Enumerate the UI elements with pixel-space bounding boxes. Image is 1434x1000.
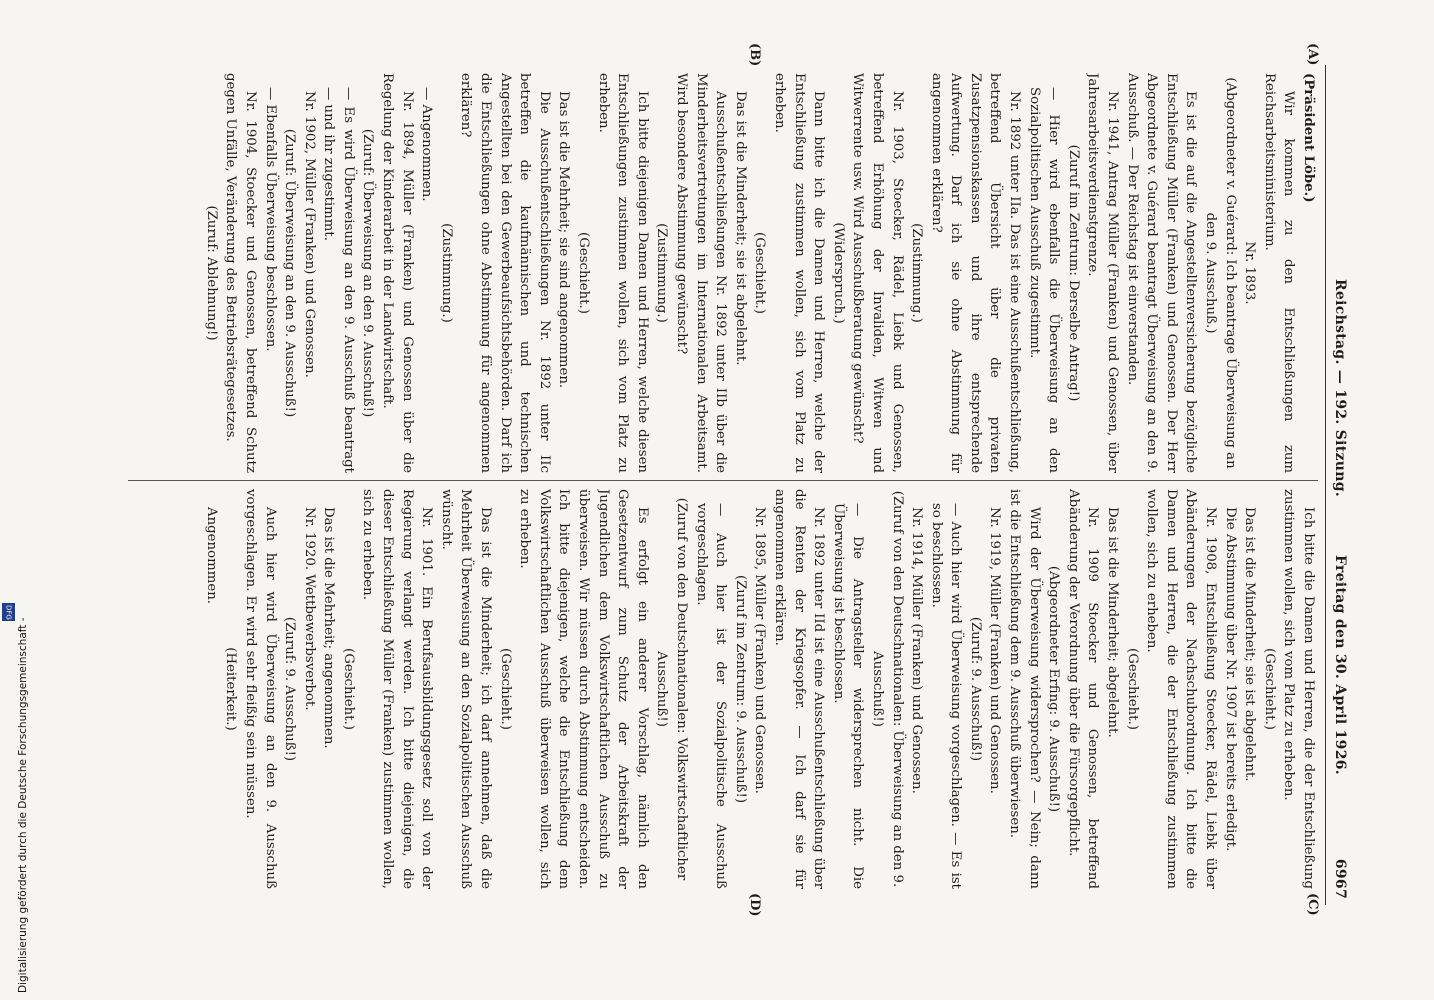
left-column-paragraph: — Es wird Überweisung an den 9. Ausschuß beantragt — und ihr zugestimmt. <box>321 87 356 473</box>
left-column-paragraph: — Angenommen. <box>419 87 435 202</box>
right-column-paragraph: Nr. 1895, Müller (Franken) und Genossen. <box>752 507 768 794</box>
left-column-paragraph: (Zuruf: Überweisung an den 9. Ausschuß!) <box>360 128 376 418</box>
right-column-paragraph: Nr. 1892 unter IId ist eine Ausschußentschließung über die Renten der Kriegsopfer. — Ich darf sie für angenommen erklären. <box>771 489 827 889</box>
digitization-footer <box>0 604 29 995</box>
left-column-paragraph: Dann bitte ich die Damen und Herren, welche der Entschließung zustimmen wollen, sich vom Platz zu erheben. <box>771 73 827 473</box>
column-divider <box>128 480 1318 481</box>
left-column-paragraph: (Zustimmung.) <box>654 223 670 323</box>
left-column-paragraph: (Widerspruch.) <box>830 222 846 324</box>
right-column-paragraph: Wird der Überweisung widersprochen? — Nein; dann ist die Entschließung dem 9. Ausschuß überwiesen. <box>1007 489 1042 889</box>
left-column-paragraph: Ausschußentschließungen Nr. 1892 unter IIb über die Minderheitsvertretungen im Internationalen Arbeitsamt. Wird besondere Abstimmung gewünscht? <box>674 73 729 473</box>
right-column-paragraph: (Zuruf von den Deutschnationalen: Überweisung an den 9. Ausschuß!) <box>869 490 905 888</box>
right-column-paragraph: (Abgeordneter Erfing: 9. Ausschuß!) <box>1046 565 1062 813</box>
page-number: 6967 <box>1332 858 1348 899</box>
left-column-paragraph: (Abgeordneter v. Guérard: Ich beantrage Überweisung an den 9. Ausschuß.) <box>1203 77 1238 469</box>
right-column-paragraph: (Geschieht.) <box>340 648 356 730</box>
right-column-paragraph: Nr. 1920. Wettbewerbsverbot. <box>301 507 317 711</box>
left-column-paragraph: Nr. 1904, Stoecker und Genossen, betreffend Schutz gegen Unfälle, Veränderung des Betriebsrätegesetzes. <box>223 73 258 473</box>
right-column-paragraph: Nr. 1908, Entschließung Stoecker, Rädel, Liebk über Abänderungen der Nachschubordnung. Ich bitte die Damen und Herren, die der Entschließung zustimmen wollen, sich zu erheben. <box>1144 489 1219 889</box>
right-column-paragraph: Ich bitte die Damen und Herren, die der Entschließung zustimmen wollen, sich vom Platz zu erheben. <box>1281 489 1316 889</box>
right-column-paragraph: Das ist die Minderheit; sie ist abgelehnt. <box>1242 507 1258 782</box>
margin-letter-d: (D) <box>747 893 762 917</box>
dfg-logo: DFG <box>2 603 15 621</box>
left-column-paragraph: (Zustimmung.) <box>438 223 454 323</box>
right-column-paragraph: Das ist die Minderheit; abgelehnt. <box>1105 507 1121 738</box>
right-column-paragraph: Das ist die Mehrheit; angenommen. <box>321 507 337 749</box>
left-column-paragraph: Ich bitte diejenigen Damen und Herren, welche diesen Entschließungen zustimmen wollen, sich vom Platz zu erheben. <box>595 73 650 473</box>
right-column-paragraph: Nr. 1919, Müller (Franken) und Genossen. <box>987 507 1003 794</box>
right-column-paragraph: (Geschieht.) <box>1124 648 1140 730</box>
right-column-paragraph: (Zuruf von den Deutschnationalen: Volkswirtschaftlicher Ausschuß!) <box>654 497 689 881</box>
right-column-paragraph: Nr. 1901. Ein Berufsausbildungsgesetz soll von der Regierung verlangt werden. Ich bitte diejenigen, die dieser Entschließung Müller (Franken) zustimmen wollen, sich zu erheben. <box>360 489 435 889</box>
left-column-paragraph: Das ist die Mehrheit; sie sind angenommen. <box>556 91 572 389</box>
left-column-paragraph: Das ist die Minderheit; sie ist abgelehnt. <box>732 91 748 366</box>
left-column-paragraph: (Geschieht.) <box>752 232 768 314</box>
left-column-paragraph: — Ebenfalls Überweisung beschlossen. <box>262 87 278 352</box>
header-date: Freitag den 30. April 1926. <box>1332 555 1348 775</box>
right-column-paragraph: (Zuruf: 9. Ausschuß!) <box>282 616 298 762</box>
right-column-paragraph: — Die Antragsteller widersprechen nicht. Die Überweisung ist beschlossen. <box>830 503 866 889</box>
left-column-paragraph: (Geschieht.) <box>576 232 592 314</box>
right-column-paragraph: (Zuruf: 9. Ausschuß!) <box>967 616 983 762</box>
right-column-paragraph: (Zuruf im Zentrum: 9. Ausschuß!) <box>732 574 748 804</box>
header-rule <box>1325 65 1326 905</box>
right-column-paragraph: Das ist die Minderheit; ich darf annehmen, daß die Mehrheit Überweisung an den Sozialpolitischen Ausschuß wünscht. <box>438 489 494 889</box>
left-column-paragraph: Es ist die auf die Angestelltenversicherung bezügliche Entschließung Müller (Franken) und Genossen. Der Herr Abgeordnete v. Guérard beantragt Überweisung an den 9. Ausschuß. — Der Reichstag ist einverstanden. <box>1124 73 1199 473</box>
right-column <box>128 489 1318 889</box>
right-column-paragraph: Angenommen. <box>203 507 219 604</box>
left-column-paragraph: (Zustimmung.) <box>909 223 925 323</box>
left-column-paragraph: Nr. 1893. <box>1242 241 1258 305</box>
left-column <box>128 73 1318 473</box>
right-column-paragraph: Nr. 1914, Müller (Franken) und Genossen. <box>909 507 925 794</box>
left-column-paragraph: Nr. 1894, Müller (Franken) und Genossen über die Regelung der Kinderarbeit in der Landwirtschaft. <box>380 73 415 473</box>
left-column-paragraph: (Präsident Löbe.) <box>1301 73 1316 203</box>
footer-text: Digitalisierung gefördert durch die Deutsche Forschungsgemeinschaft - <box>17 617 29 993</box>
left-column-paragraph: Die Ausschußentschließungen Nr. 1892 unter IIc betreffen die kaufmännischen und technischen Angestellten bei den Gewerbeaufsichtsbehörden. Darf ich die Entschließungen ohne Abstimmung für angenommen erklären? <box>458 73 552 473</box>
header-title: Reichstag. — 192. Sitzung. <box>1332 279 1348 498</box>
right-column-paragraph: Auch hier wird Überweisung an den 9. Ausschuß vorgeschlagen. Er wird sehr fleißig sein müssen. <box>242 489 278 889</box>
right-column-paragraph: Die Abstimmung über Nr. 1907 ist bereits erledigt. <box>1222 507 1238 852</box>
left-column-paragraph: Nr. 1902, Müller (Franken) und Genossen. <box>301 91 317 378</box>
left-column-paragraph: Nr. 1892 unter IIa. Das ist eine Ausschußentschließung, betreffend Übersicht über die privaten Zusatzpensionskassen und ihre entsprechende Aufwertung. Darf ich sie ohne Abstimmung für angenommen erklären? <box>928 73 1023 473</box>
margin-letter-a: (A) <box>1305 43 1320 66</box>
left-column-paragraph: Wir kommen zu den Entschließungen zum Reichsarbeitsministerium. <box>1261 73 1297 473</box>
right-column-paragraph: Nr. 1909 Stoecker und Genossen, betreffend Abänderung der Verordnung über die Fürsorgepflicht. <box>1065 489 1101 889</box>
left-column-paragraph: (Zuruf im Zentrum: Derselbe Antrag!) <box>1065 144 1081 402</box>
left-column-paragraph: (Zuruf: Überweisung an den 9. Ausschuß!) <box>282 128 298 418</box>
rotated-page <box>112 43 1352 917</box>
right-column-paragraph: (Heiterkeit.) <box>223 647 239 731</box>
right-column-paragraph: — Auch hier wird Überweisung vorgeschlagen. — Es ist so beschlossen. <box>928 503 964 889</box>
left-column-paragraph: Nr. 1941, Antrag Müller (Franken) und Genossen, über Jahresarbeitsverdienstgrenze. <box>1085 73 1121 473</box>
margin-letter-c: (C) <box>1305 893 1320 916</box>
right-column-paragraph: Es erfolgt ein anderer Vorschlag, nämlich den Gesetzentwurf zum Schutz der Arbeitskraft der Jugendlichen dem Volkswirtschaftlichen Ausschuß zu überweisen. Wir müssen durch Abstimmung entscheiden. Ich bitte diejenigen, welche die Entschließung dem Volkswirtschaftlichen Ausschuß überweisen wollen, sich zu erheben. <box>517 489 650 889</box>
margin-letter-b: (B) <box>747 43 762 67</box>
right-column-paragraph: (Geschieht.) <box>1261 648 1277 730</box>
right-column-paragraph: (Geschieht.) <box>497 648 513 730</box>
page-header <box>1324 65 1352 905</box>
left-column-paragraph: Nr. 1903, Stoecker, Rädel, Liebk und Genossen, betreffend Erhöhung der Invaliden, Witwen und Witwerrente usw. Wird Ausschußberatung gewünscht? <box>850 73 905 473</box>
right-column-paragraph: — Auch hier ist der Sozialpolitische Ausschuß vorgeschlagen. <box>693 503 729 889</box>
left-column-paragraph: (Zuruf: Ablehnung!) <box>203 205 219 341</box>
left-column-paragraph: — Hier wird ebenfalls die Überweisung an den Sozialpolitischen Ausschuß zugestimmt. <box>1026 87 1062 473</box>
